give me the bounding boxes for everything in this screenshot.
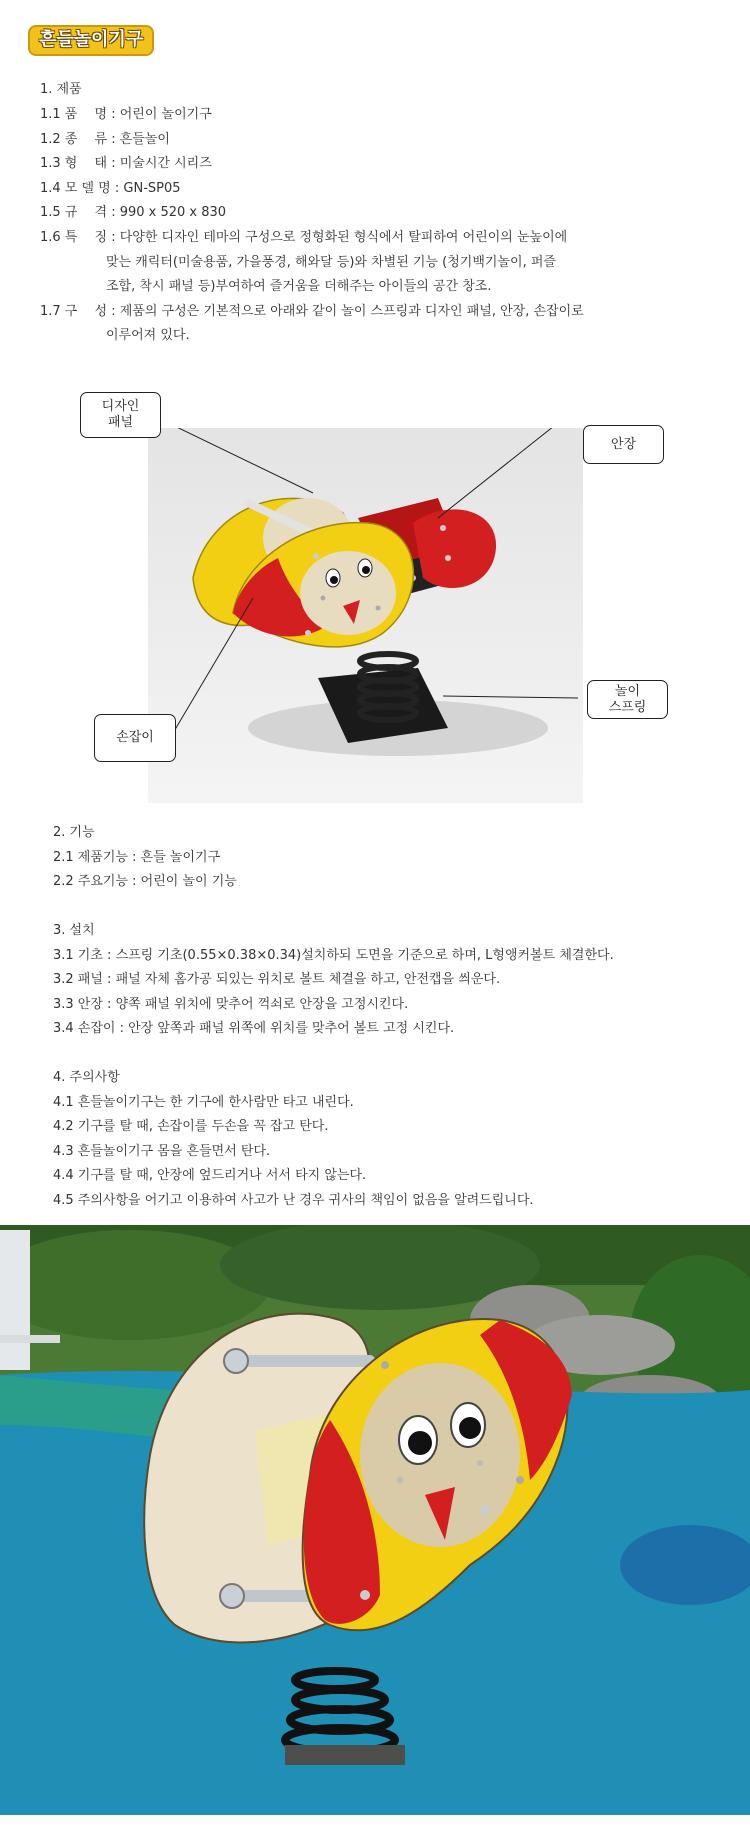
caution-line-2: 4.2 기구를 탈 때, 손잡이를 두손을 꼭 잡고 탄다. <box>53 1119 329 1134</box>
photo-handle-bar <box>235 1355 375 1367</box>
function-line-2: 2.2 주요기능 : 어린이 놀이 기능 <box>53 874 237 889</box>
spec-value: : 제품의 구성은 기본적으로 아래와 같이 놀이 스프링과 디자인 패널, 안장, 손잡이로 <box>111 304 584 319</box>
function-line-1: 2.1 제품기능 : 흔들 놀이기구 <box>53 850 221 865</box>
spec-row-type <box>40 131 170 149</box>
spec-value: : 990 x 520 x 830 <box>111 205 227 220</box>
caution-line-3: 4.3 흔들놀이기구 몸을 흔들면서 탄다. <box>53 1144 271 1159</box>
spec-key: 1.6 특 징 <box>40 230 108 245</box>
install-line-1: 3.1 기초 : 스프링 기초(0.55×0.38×0.34)설치하되 도면을 기준으로 하며, L형앵커볼트 체결한다. <box>53 948 614 963</box>
spec-value: : GN-SP05 <box>114 181 181 196</box>
spring-rider-illustration <box>148 428 583 803</box>
install-line-4: 3.4 손잡이 : 안장 앞쪽과 패널 위쪽에 위치를 맞추어 볼트 고정 시킨다. <box>53 1021 455 1036</box>
caution-line-4: 4.4 기구를 탈 때, 안장에 엎드리거나 서서 타지 않는다. <box>53 1168 367 1183</box>
spec-row-composition <box>40 303 584 321</box>
spec-key: 1.3 형 태 <box>40 156 108 171</box>
spec-value: : 미술시간 시리즈 <box>111 156 212 171</box>
label-handle: 손잡이 <box>94 714 176 762</box>
section2-heading: 2. 기능 <box>53 825 95 840</box>
spec-row-form <box>40 155 212 173</box>
section4-heading: 4. 주의사항 <box>53 1070 120 1085</box>
spec-value: : 다양한 디자인 테마의 구성으로 정형화된 형식에서 탈피하여 어린이의 눈높이에 <box>111 230 568 245</box>
caution-line-1: 4.1 흔들놀이기구는 한 기구에 한사람만 타고 내린다. <box>53 1095 354 1110</box>
spec-key: 1.4 모 델 명 <box>40 181 111 196</box>
label-seat: 안장 <box>583 425 664 464</box>
spec-row-model <box>40 180 181 198</box>
spec-key: 1.2 종 류 <box>40 132 108 147</box>
right-wing <box>413 509 496 588</box>
brand-logo: 흔들놀이기구 <box>28 25 154 56</box>
label-spring: 놀이 스프링 <box>587 680 668 719</box>
spec-value: : 흔들놀이 <box>111 132 170 147</box>
spec-key: 1.7 구 성 <box>40 304 108 319</box>
caution-line-5: 4.5 주의사항을 어기고 이용하여 사고가 난 경우 귀사의 책임이 없음을 알려드립니다. <box>53 1193 534 1208</box>
spec-row-size <box>40 204 226 222</box>
spec-row-feature <box>40 229 567 247</box>
composition-line-2: 이루어져 있다. <box>106 328 190 343</box>
section1-heading: 1. 제품 <box>40 82 82 97</box>
install-line-3: 3.3 안장 : 양쪽 패널 위치에 맞추어 꺽쇠로 안장을 고정시킨다. <box>53 997 409 1012</box>
product-render <box>148 428 583 803</box>
outdoor-scene <box>0 1225 750 1815</box>
section3-heading: 3. 설치 <box>53 923 95 938</box>
spec-row-name <box>40 106 212 124</box>
feature-line-2: 맞는 캐릭터(미술용품, 가을풍경, 해와달 등)와 차별된 기능 (청기백기놀이, 퍼즐 <box>106 255 556 270</box>
label-design-panel: 디자인 패널 <box>80 392 161 438</box>
install-line-2: 3.2 패널 : 패널 자체 홈가공 되있는 위치로 볼트 체결을 하고, 안전캡을 씌운다. <box>53 972 501 987</box>
installed-product-photo <box>0 1225 750 1815</box>
spec-value: : 어린이 놀이기구 <box>111 107 212 122</box>
spec-key: 1.5 규 격 <box>40 205 108 220</box>
spec-key: 1.1 품 명 <box>40 107 108 122</box>
feature-line-3: 조합, 착시 패널 등)부여하여 즐거움을 더해주는 아이들의 공간 창조. <box>106 279 492 294</box>
